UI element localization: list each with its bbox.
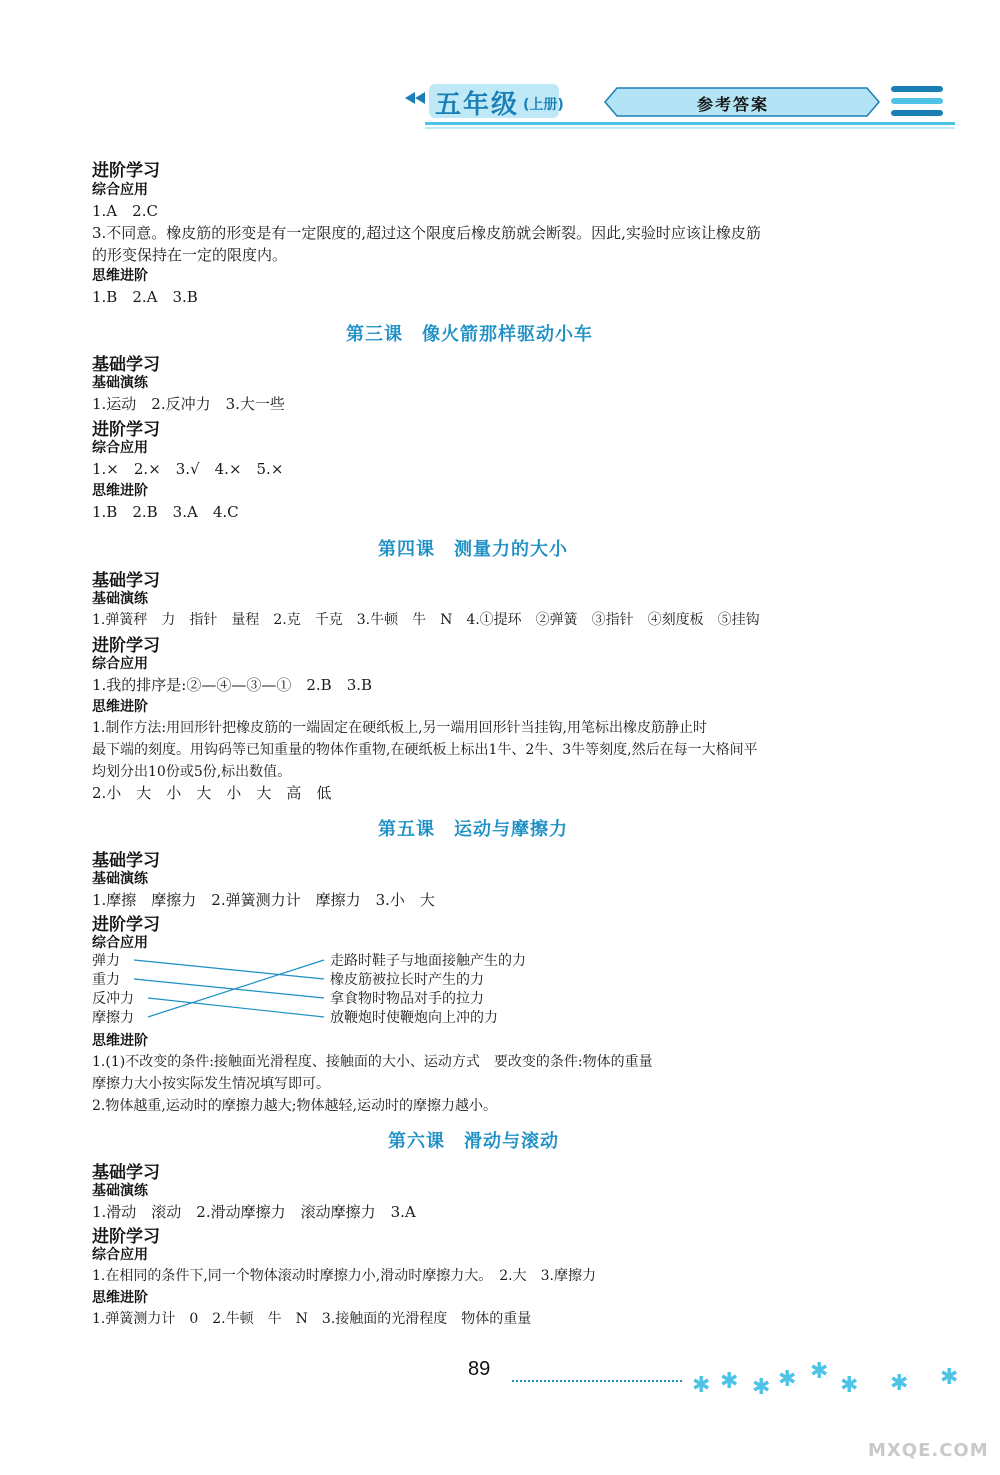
answer-line: 1.B 2.A 3.B (92, 288, 198, 306)
snowflake-icon: ✱ (752, 1375, 771, 1400)
snowflake-icon: ✱ (778, 1367, 797, 1392)
matching-diagram (92, 950, 572, 1026)
volume-label: (上册) (523, 97, 564, 113)
subsection-heading: 综合应用 (92, 656, 148, 672)
answer-line: 的形变保持在一定的限度内。 (92, 246, 288, 264)
snowflake-icon: ✱ (692, 1373, 711, 1398)
answer-line: 最下端的刻度。用钩码等已知重量的物体作重物,在硬纸板上标出1牛、2牛、3牛等刻度,然后在每一大格间平 (92, 742, 758, 758)
watermark: MXQE.COM (868, 1440, 989, 1461)
match-left-item: 弹力 (92, 953, 120, 969)
subsection-heading: 基础演练 (92, 1183, 148, 1199)
lesson-title: 第六课 滑动与滚动 (388, 1131, 559, 1152)
answer-line: 1.B 2.B 3.A 4.C (92, 503, 239, 521)
answer-line: 1.× 2.× 3.√ 4.× 5.× (92, 460, 284, 478)
section-heading: 进阶学习 (92, 915, 160, 935)
lesson-title: 第四课 测量力的大小 (378, 539, 568, 560)
subsection-heading: 思维进阶 (92, 483, 148, 499)
subsection-heading: 综合应用 (92, 935, 148, 951)
rewind-arrow-icon (405, 92, 415, 104)
answer-line: 1.我的排序是:②—④—③—① 2.B 3.B (92, 676, 373, 694)
match-right-item: 走路时鞋子与地面接触产生的力 (330, 953, 526, 969)
answer-line: 1.运动 2.反冲力 3.大一些 (92, 395, 285, 413)
answer-line: 摩擦力大小按实际发生情况填写即可。 (92, 1076, 330, 1092)
header-banner (395, 78, 955, 138)
match-line (148, 960, 324, 1017)
subsection-heading: 综合应用 (92, 182, 148, 198)
answer-line: 3.不同意。橡皮筋的形变是有一定限度的,超过这个限度后橡皮筋就会断裂。因此,实验时应该让橡皮筋 (92, 224, 761, 242)
lesson-title: 第五课 运动与摩擦力 (378, 819, 568, 840)
answer-line: 1.滑动 滚动 2.滑动摩擦力 滚动摩擦力 3.A (92, 1203, 416, 1221)
answer-line: 均划分出10份或5份,标出数值。 (92, 764, 292, 780)
banner-title: 参考答案 (697, 95, 770, 114)
answer-line: 1.A 2.C (92, 202, 158, 220)
match-left-item: 摩擦力 (92, 1010, 134, 1026)
answer-line: 1.(1)不改变的条件:接触面光滑程度、接触面的大小、运动方式 要改变的条件:物体的重量 (92, 1054, 653, 1070)
section-heading: 进阶学习 (92, 636, 160, 656)
snowflake-icon: ✱ (840, 1373, 859, 1398)
match-left-item: 重力 (92, 972, 120, 988)
match-line (148, 998, 324, 1017)
subsection-heading: 基础演练 (92, 591, 148, 607)
section-heading: 进阶学习 (92, 161, 160, 181)
section-heading: 基础学习 (92, 571, 160, 591)
subsection-heading: 思维进阶 (92, 1033, 148, 1049)
match-left-item: 反冲力 (92, 991, 134, 1007)
answer-line: 1.弹簧秤 力 指针 量程 2.克 千克 3.牛顿 牛 N 4.①提环 ②弹簧 ③指针 ④刻度板 ⑤挂钩 (92, 612, 760, 628)
snowflake-icon: ✱ (890, 1371, 909, 1396)
answer-line: 1.弹簧测力计 0 2.牛顿 牛 N 3.接触面的光滑程度 物体的重量 (92, 1311, 532, 1327)
answer-line: 2.小 大 小 大 小 大 高 低 (92, 784, 332, 802)
match-right-item: 放鞭炮时使鞭炮向上冲的力 (330, 1010, 498, 1026)
answer-line: 1.在相同的条件下,同一个物体滚动时摩擦力小,滑动时摩擦力大。 2.大 3.摩擦力 (92, 1268, 596, 1284)
section-heading: 进阶学习 (92, 1227, 160, 1247)
subsection-heading: 思维进阶 (92, 699, 148, 715)
snowflake-decoration (690, 1348, 980, 1408)
subsection-heading: 基础演练 (92, 375, 148, 391)
answer-line: 1.摩擦 摩擦力 2.弹簧测力计 摩擦力 3.小 大 (92, 891, 435, 909)
subsection-heading: 思维进阶 (92, 268, 148, 284)
answer-line: 2.物体越重,运动时的摩擦力越大;物体越轻,运动时的摩擦力越小。 (92, 1098, 497, 1114)
snowflake-icon: ✱ (810, 1359, 829, 1384)
match-line (134, 979, 324, 998)
subsection-heading: 综合应用 (92, 440, 148, 456)
grade-label: 五年级 (435, 90, 520, 120)
section-heading: 基础学习 (92, 355, 160, 375)
answer-line: 1.制作方法:用回形针把橡皮筋的一端固定在硬纸板上,另一端用回形针当挂钩,用笔标出橡皮筋静止时 (92, 720, 707, 736)
match-right-item: 橡皮筋被拉长时产生的力 (330, 972, 484, 988)
section-heading: 进阶学习 (92, 420, 160, 440)
page-number: 89 (468, 1358, 491, 1380)
subsection-heading: 基础演练 (92, 871, 148, 887)
subsection-heading: 综合应用 (92, 1247, 148, 1263)
subsection-heading: 思维进阶 (92, 1290, 148, 1306)
match-right-item: 拿食物时物品对手的拉力 (330, 991, 484, 1007)
footer-dotted-rule (512, 1380, 682, 1382)
lesson-title: 第三课 像火箭那样驱动小车 (346, 324, 593, 345)
snowflake-icon: ✱ (940, 1365, 959, 1390)
snowflake-icon: ✱ (720, 1369, 739, 1394)
section-heading: 基础学习 (92, 851, 160, 871)
section-heading: 基础学习 (92, 1163, 160, 1183)
